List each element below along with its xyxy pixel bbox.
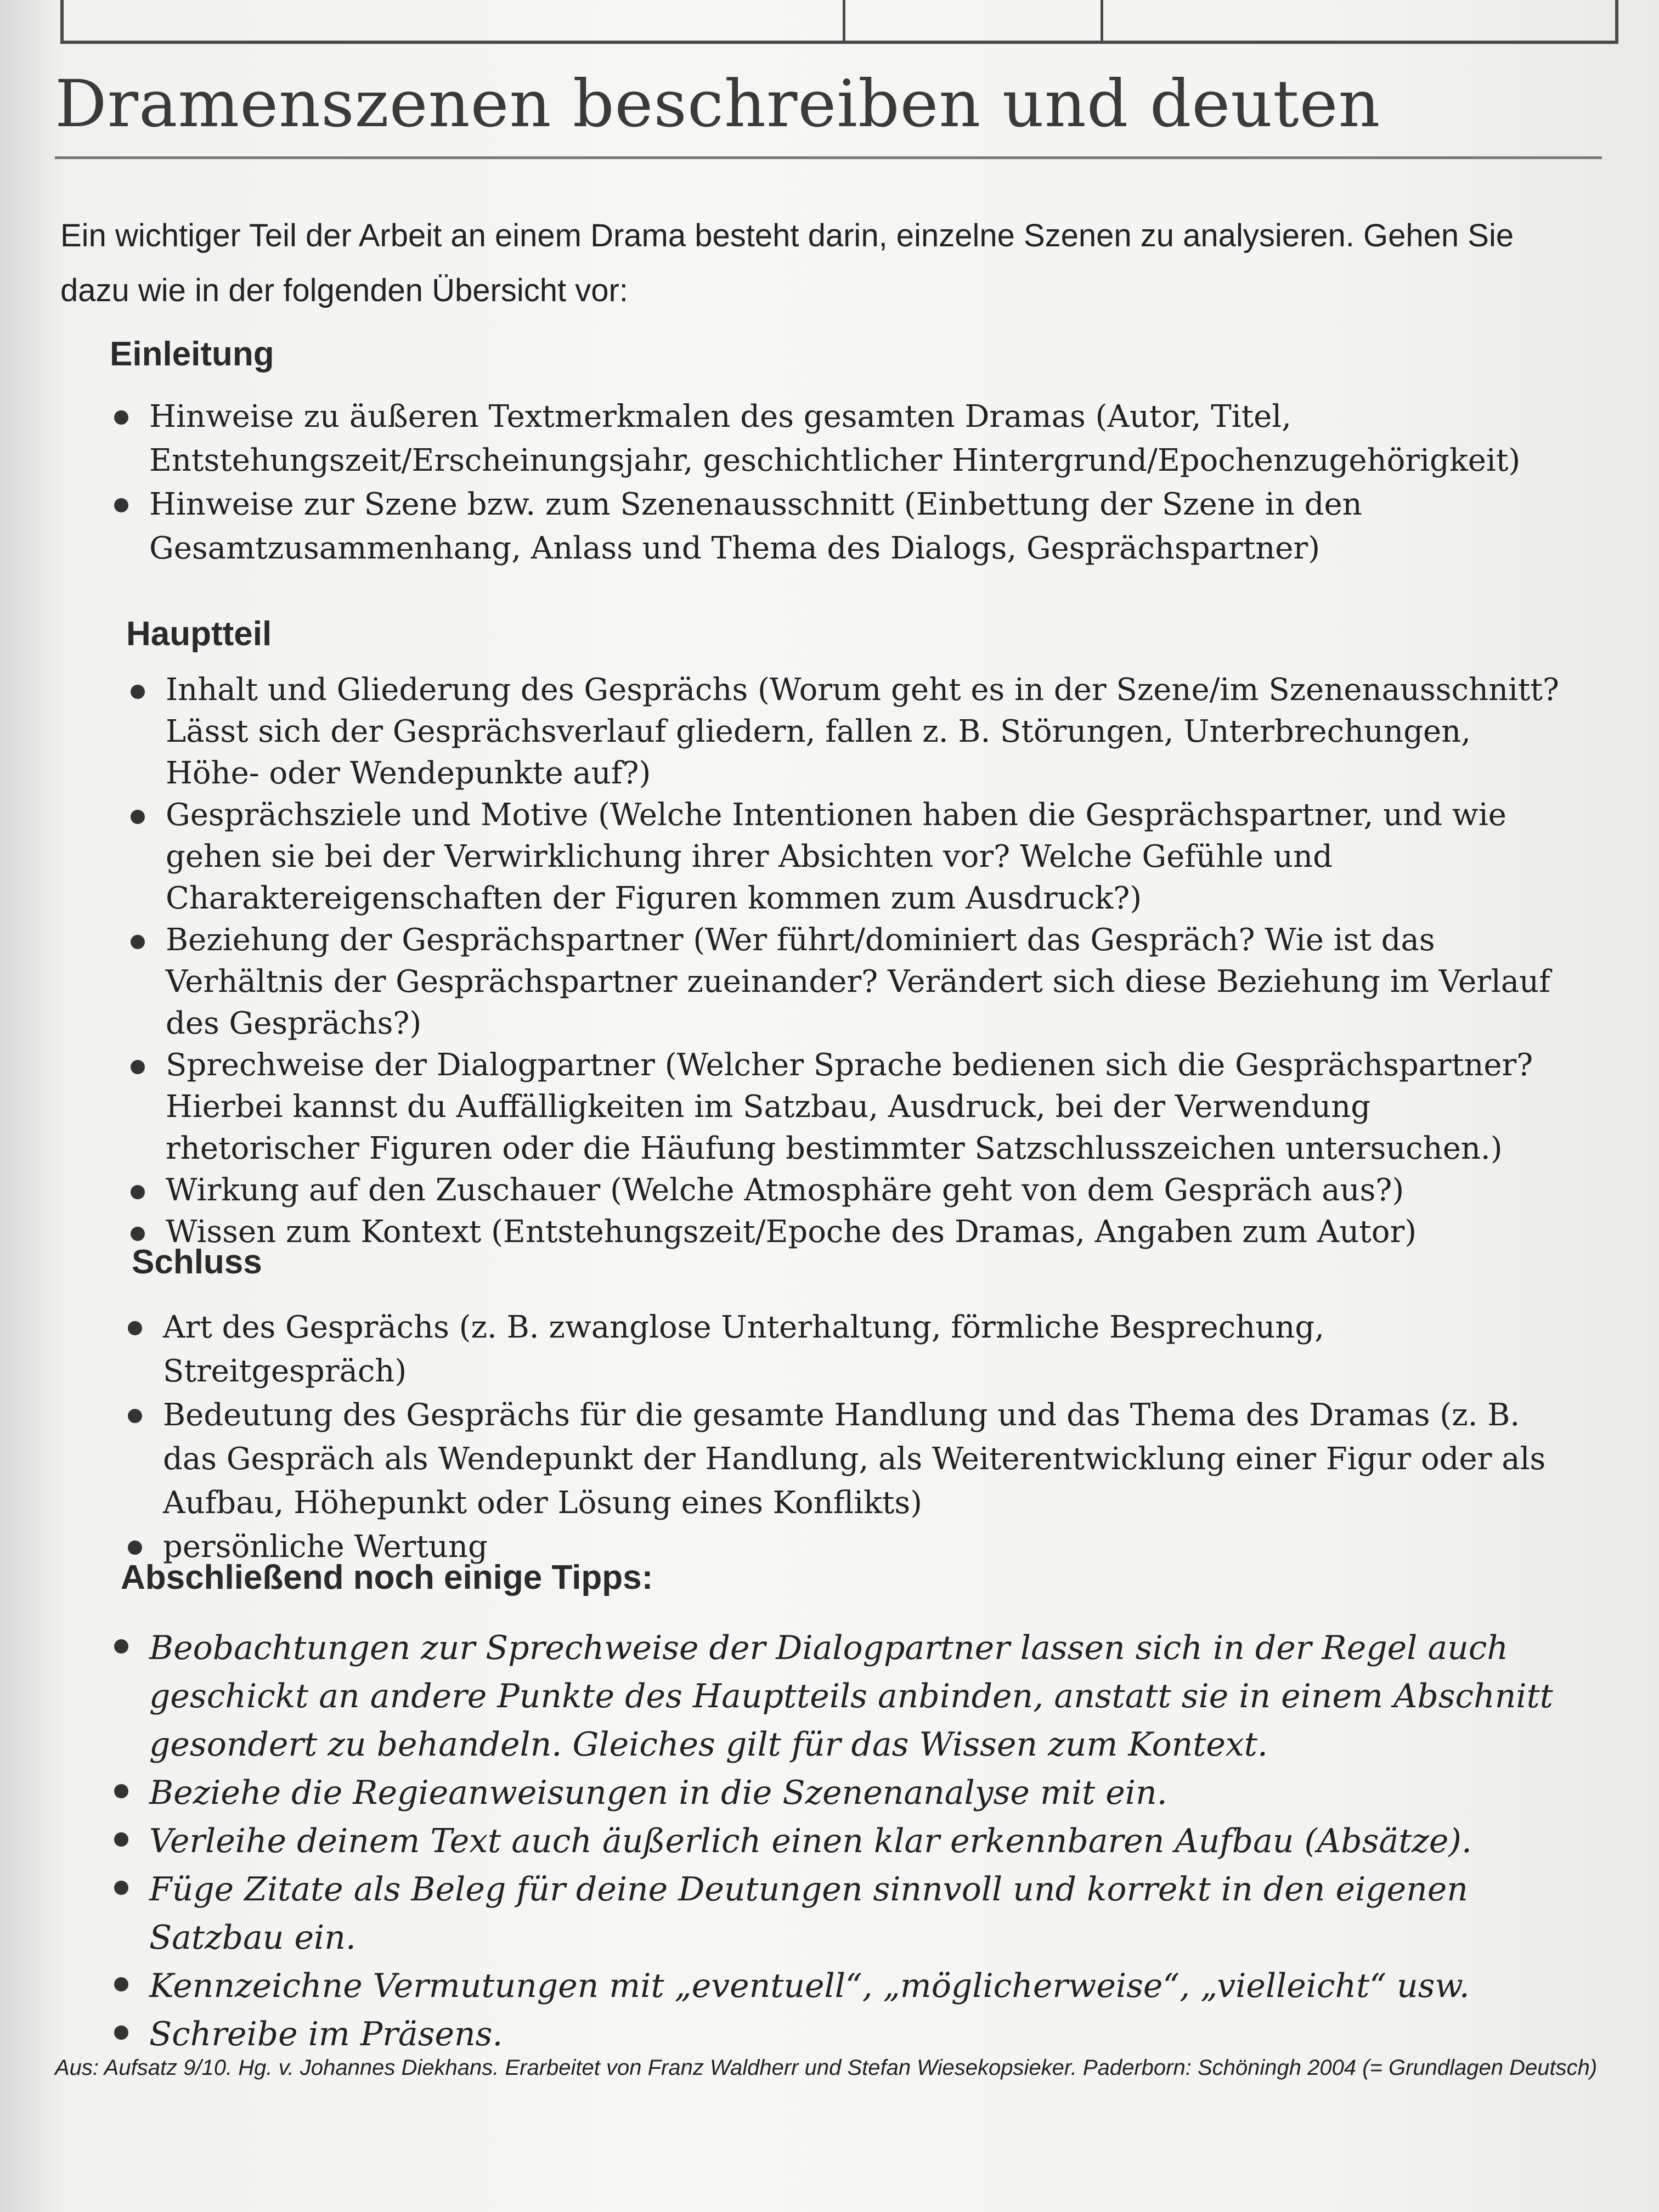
list-item: Wissen zum Kontext (Entstehungszeit/Epoche des Dramas, Angaben zum Autor) bbox=[126, 1211, 1564, 1253]
list-item: Beobachtungen zur Sprechweise der Dialogpartner lassen sich in der Regel auch geschickt an andere Punkte des Hauptteils anbinden, anstatt sie in einem Abschnitt gesondert zu behandeln. Gleiches gilt für das Wissen zum Kontext. bbox=[110, 1624, 1602, 1769]
list-item: Füge Zitate als Beleg für deine Deutungen sinnvoll und korrekt in den eigenen Satzbau ein. bbox=[110, 1865, 1602, 1962]
bullet-icon bbox=[114, 1784, 128, 1798]
bullet-icon bbox=[128, 1541, 142, 1555]
bullet-icon bbox=[131, 1185, 145, 1199]
section-heading-hauptteil: Hauptteil bbox=[126, 615, 272, 653]
bullet-icon bbox=[131, 1227, 145, 1241]
list-item: Inhalt und Gliederung des Gesprächs (Worum geht es in der Szene/im Szenenausschnitt? Lässt sich der Gesprächsverlauf gliedern, fallen z. B. Störungen, Unterbrechungen, Höhe- oder Wendepunkte auf?) bbox=[126, 669, 1564, 794]
list-item: Kennzeichne Vermutungen mit „eventuell“, „möglicherweise“, „vielleicht“ usw. bbox=[110, 1962, 1602, 2010]
list-einleitung bbox=[110, 395, 1547, 571]
bullet-icon bbox=[131, 685, 145, 699]
section-heading-tipps: Abschließend noch einige Tipps: bbox=[121, 1559, 653, 1596]
list-item: Beziehe die Regieanweisungen in die Szenenanalyse mit ein. bbox=[110, 1769, 1602, 1817]
list-item: persönliche Wertung bbox=[123, 1525, 1572, 1569]
list-item: Bedeutung des Gesprächs für die gesamte Handlung und das Thema des Dramas (z. B. das Gespräch als Wendepunkt der Handlung, als Weiterentwicklung einer Figur oder als Aufbau, Höhepunkt oder Lösung eines Konflikts) bbox=[123, 1393, 1572, 1525]
section-heading-einleitung: Einleitung bbox=[110, 335, 274, 373]
list-item: Art des Gesprächs (z. B. zwanglose Unterhaltung, förmliche Besprechung, Streitgespräch) bbox=[123, 1306, 1572, 1393]
list-item: Wirkung auf den Zuschauer (Welche Atmosphäre geht von dem Gespräch aus?) bbox=[126, 1170, 1564, 1211]
list-item: Gesprächsziele und Motive (Welche Intentionen haben die Gesprächspartner, und wie gehen sie bei der Verwirklichung ihrer Absichten vor? Welche Gefühle und Charaktereigenschaften der Figuren kommen zum Ausdruck?) bbox=[126, 794, 1564, 919]
list-item: Hinweise zu äußeren Textmerkmalen des gesamten Dramas (Autor, Titel, Entstehungszeit/Erscheinungsjahr, geschichtlicher Hintergrund/Epochenzugehörigkeit) bbox=[110, 395, 1547, 483]
section-heading-schluss: Schluss bbox=[132, 1243, 262, 1281]
bullet-icon bbox=[114, 410, 128, 425]
list-item: Beziehung der Gesprächspartner (Wer führt/dominiert das Gespräch? Wie ist das Verhältnis der Gesprächspartner zueinander? Verändert sich diese Beziehung im Verlauf des Gesprächs?) bbox=[126, 919, 1564, 1045]
bullet-icon bbox=[131, 1060, 145, 1074]
bullet-icon bbox=[114, 498, 128, 512]
bullet-icon bbox=[128, 1409, 142, 1423]
list-schluss bbox=[123, 1306, 1572, 1569]
list-item: Hinweise zur Szene bzw. zum Szenenausschnitt (Einbettung der Szene in den Gesamtzusammenhang, Anlass und Thema des Dialogs, Gesprächspartner) bbox=[110, 483, 1547, 571]
list-hauptteil bbox=[126, 669, 1564, 1253]
bullet-icon bbox=[114, 1977, 128, 1991]
intro-text: Ein wichtiger Teil der Arbeit an einem Drama besteht darin, einzelne Szenen zu analysieren. Gehen Sie dazu wie in der folgenden Übersicht vor: bbox=[60, 218, 1514, 308]
source-citation: Aus: Aufsatz 9/10. Hg. v. Johannes Diekhans. Erarbeitet von Franz Waldherr und Stefan Wiesekopsieker. Paderborn: Schöningh 2004 (= Grundlagen Deutsch) bbox=[55, 2056, 1598, 2080]
bullet-icon bbox=[131, 935, 145, 949]
page-title: Dramenszenen beschreiben und deuten bbox=[55, 66, 1381, 142]
bullet-icon bbox=[114, 1881, 128, 1895]
list-tipps bbox=[110, 1624, 1602, 2058]
bullet-icon bbox=[114, 1832, 128, 1847]
title-underline bbox=[55, 156, 1602, 159]
list-item: Sprechweise der Dialogpartner (Welcher Sprache bedienen sich die Gesprächspartner? Hierbei kannst du Auffälligkeiten im Satzbau, Ausdruck, bei der Verwendung rhetorischer Figuren oder die Häufung bestimmter Satzschlusszeichen untersuchen.) bbox=[126, 1045, 1564, 1170]
table-column-divider bbox=[843, 0, 845, 41]
bullet-icon bbox=[131, 810, 145, 824]
bullet-icon bbox=[128, 1321, 142, 1335]
list-item: Schreibe im Präsens. bbox=[110, 2010, 1602, 2058]
list-item: Verleihe deinem Text auch äußerlich einen klar erkennbaren Aufbau (Absätze). bbox=[110, 1817, 1602, 1865]
table-fragment bbox=[60, 0, 1618, 44]
bullet-icon bbox=[114, 1639, 128, 1654]
table-column-divider bbox=[1101, 0, 1103, 41]
bullet-icon bbox=[114, 2025, 128, 2040]
